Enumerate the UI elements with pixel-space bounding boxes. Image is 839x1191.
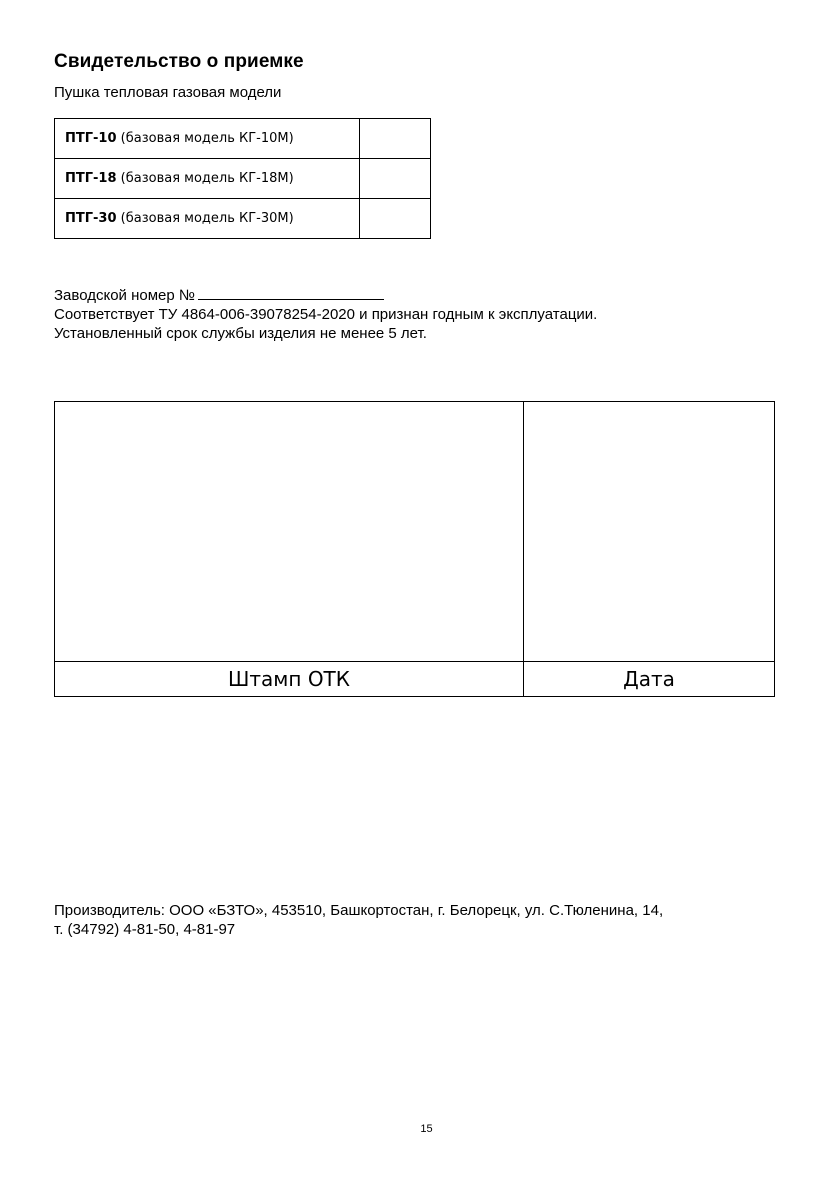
date-label: Дата (524, 662, 775, 697)
stamp-box[interactable] (55, 402, 524, 662)
model-base: (базовая модель КГ-18М) (116, 171, 294, 186)
page-number: 15 (420, 1123, 433, 1135)
service-life-statement: Установленный срок службы изделия не менее 5 лет. (54, 325, 427, 342)
manufacturer-phones: т. (34792) 4-81-50, 4-81-97 (54, 921, 236, 938)
model-code: ПТГ-18 (65, 171, 117, 186)
model-base: (базовая модель КГ-10М) (116, 131, 294, 146)
date-box[interactable] (524, 402, 775, 662)
model-row (55, 199, 431, 239)
model-name-cell (55, 199, 360, 239)
model-code: ПТГ-30 (65, 211, 117, 226)
model-mark-cell[interactable] (360, 119, 431, 159)
model-mark-cell[interactable] (360, 159, 431, 199)
manufacturer-address: Производитель: ООО «БЗТО», 453510, Башкортостан, г. Белорецк, ул. С.Тюленина, 14, (54, 902, 664, 919)
subtitle: Пушка тепловая газовая модели (54, 84, 282, 101)
serial-number-line (54, 284, 597, 305)
serial-number-label: Заводской номер № (54, 287, 195, 304)
model-code: ПТГ-10 (65, 131, 117, 146)
stamp-label: Штамп ОТК (55, 662, 524, 697)
model-row (55, 119, 431, 159)
model-base: (базовая модель КГ-30М) (116, 211, 294, 226)
model-name-cell (55, 119, 360, 159)
stamp-table (54, 401, 775, 697)
model-row (55, 159, 431, 199)
serial-number-field[interactable] (198, 284, 384, 300)
acceptance-info (54, 284, 597, 343)
manufacturer-info (54, 901, 663, 939)
page-title: Свидетельство о приемке (54, 51, 304, 72)
model-mark-cell[interactable] (360, 199, 431, 239)
model-name-cell (55, 159, 360, 199)
conformity-statement: Соответствует ТУ 4864-006-39078254-2020 и признан годным к эксплуатации. (54, 306, 598, 323)
model-table (54, 118, 431, 239)
